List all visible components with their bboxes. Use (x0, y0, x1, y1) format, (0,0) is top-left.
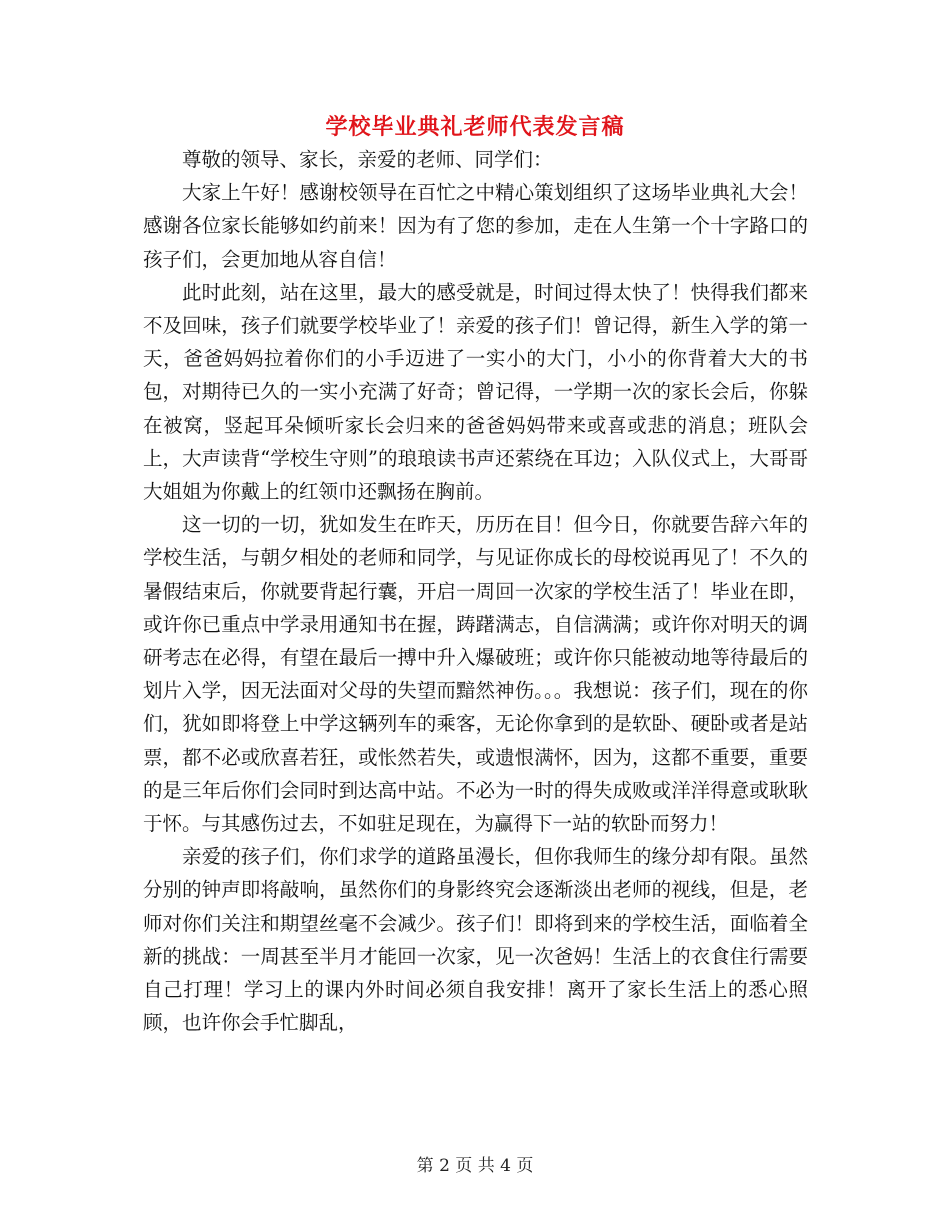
paragraph-greeting: 大家上午好！感谢校领导在百忙之中精心策划组织了这场毕业典礼大会！感谢各位家长能够如约前来！因为有了您的参加，走在人生第一个十字路口的孩子们，会更加地从容自信！ (143, 181, 808, 271)
document-title: 学校毕业典礼老师代表发言稿 (325, 114, 625, 140)
paragraph-memories: 此时此刻，站在这里，最大的感受就是，时间过得太快了！快得我们都来不及回味，孩子们就要学校毕业了！亲爱的孩子们！曾记得，新生入学的第一天，爸爸妈妈拉着你们的小手迈进了一实小的大门，小小的你背着大大的书包，对期待已久的一实小充满了好奇；曾记得，一学期一次的家长会后，你躲在被窝，竖起耳朵倾听家长会归来的爸爸妈妈带来或喜或悲的消息；班队会上，大声读背“学校生守则”的琅琅读书声还萦绕在耳边；入队仪式上，大哥哥大姐姐为你戴上的红领巾还飘扬在胸前。 (143, 280, 808, 504)
paragraph-farewell: 这一切的一切，犹如发生在昨天，历历在目！但今日，你就要告辞六年的学校生活，与朝夕相处的老师和同学，与见证你成长的母校说再见了！不久的暑假结束后，你就要背起行囊，开启一周回一次家的学校生活了！毕业在即，或许你已重点中学录用通知书在握，踌躇满志，自信满满；或许你对明天的调研考志在必得，有望在最后一搏中升入爆破班；或许你只能被动地等待最后的划片入学，因无法面对父母的失望而黯然神伤。。。我想说：孩子们，现在的你们，犹如即将登上中学这辆列车的乘客，无论你拿到的是软卧、硬卧或者是站票，都不必或欣喜若狂，或怅然若失，或遗恨满怀，因为，这都不重要，重要的是三年后你们会同时到达高中站。不必为一时的得失成败或洋洋得意或耿耿于怀。与其感伤过去，不如驻足现在，为赢得下一站的软卧而努力！ (143, 513, 808, 836)
paragraph-future: 亲爱的孩子们，你们求学的道路虽漫长，但你我师生的缘分却有限。虽然分别的钟声即将敲响，虽然你们的身影终究会逐渐淡出老师的视线，但是，老师对你们关注和期望丝毫不会减少。孩子们！即将到来的学校生活，面临着全新的挑战：一周甚至半月才能回一次家，见一次爸妈！生活上的衣食住行需要自己打理！学习上的课内外时间必须自我安排！离开了家长生活上的悉心照顾，也许你会手忙脚乱， (143, 845, 808, 1035)
paragraph-salutation: 尊敬的领导、家长，亲爱的老师、同学们： (182, 148, 553, 171)
page-number-footer: 第 2 页 共 4 页 (416, 1156, 534, 1176)
document-body (143, 143, 808, 1039)
